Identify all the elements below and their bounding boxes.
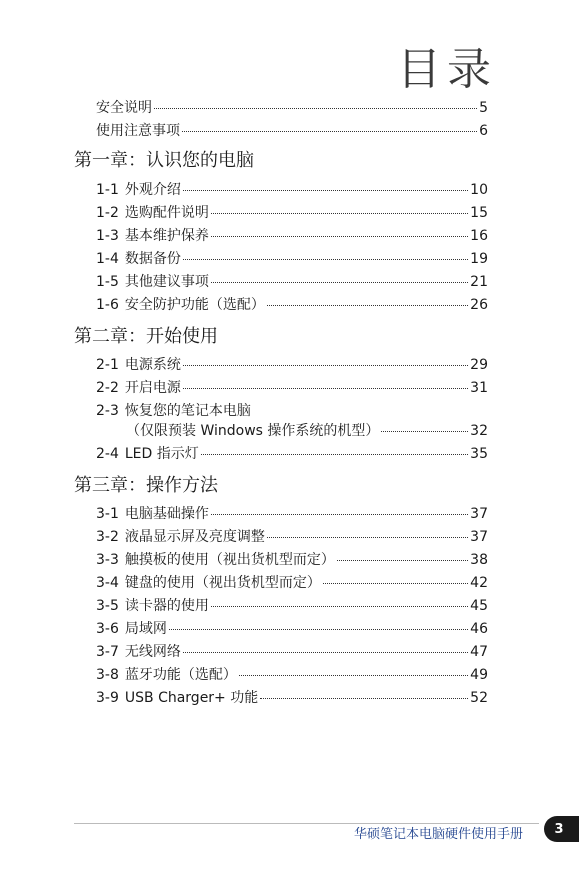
toc-entry-3-6[interactable] [96, 619, 488, 639]
leader-dots [154, 107, 477, 109]
toc-entry-1-4[interactable] [96, 249, 488, 269]
toc-entry-1-3[interactable] [96, 226, 488, 246]
page-title: 目录 [397, 44, 497, 95]
leader-dots [183, 189, 468, 191]
toc-entry-2-1[interactable] [96, 355, 488, 375]
toc-entry-label: 电脑基础操作 [124, 506, 209, 522]
toc-entry-1-5[interactable] [96, 272, 488, 292]
leader-dots [183, 258, 468, 260]
toc-entry-number: 2-3 [96, 403, 119, 419]
toc-entry-page: 35 [470, 446, 488, 462]
toc-entry-label: USB Charger+ 功能 [124, 690, 259, 706]
page-number-badge: 3 [544, 816, 579, 842]
toc-entry-page: 45 [470, 598, 488, 614]
leader-dots [211, 281, 468, 283]
leader-dots [267, 536, 468, 538]
footer-divider [74, 823, 539, 824]
toc-entry-number: 1-3 [96, 228, 119, 244]
toc-entry-3-5[interactable] [96, 596, 488, 616]
toc-entry-page: 31 [470, 380, 488, 396]
leader-dots [211, 605, 468, 607]
leader-dots [381, 430, 468, 432]
toc-entry-3-4[interactable] [96, 573, 488, 593]
toc-entry-label: 数据备份 [124, 251, 181, 267]
toc-entry-number: 2-4 [96, 446, 119, 462]
toc-entry-label: 读卡器的使用 [124, 598, 209, 614]
toc-entry-label-continuation: （仅限预装 Windows 操作系统的机型） [126, 423, 380, 439]
toc-entry-label: 外观介绍 [124, 182, 181, 198]
toc-entry-number: 2-2 [96, 380, 119, 396]
toc-entry-page: 37 [470, 506, 488, 522]
toc-entry-number: 1-6 [96, 297, 119, 313]
toc-entry-precautions[interactable] [96, 121, 488, 141]
toc-entry-label: 开启电源 [124, 380, 181, 396]
toc-entry-number: 3-2 [96, 529, 119, 545]
toc-entry-3-9[interactable] [96, 688, 488, 708]
toc-entry-3-3[interactable] [96, 550, 488, 570]
toc-entry-3-7[interactable] [96, 642, 488, 662]
toc-entry-page: 49 [470, 667, 488, 683]
toc-entry-page: 26 [470, 297, 488, 313]
leader-dots [169, 628, 468, 630]
toc-entry-number: 3-9 [96, 690, 119, 706]
toc-entry-number: 3-7 [96, 644, 119, 660]
toc-entry-page: 10 [470, 182, 488, 198]
toc-entry-label: 恢复您的笔记本电脑 [124, 403, 251, 419]
toc-entry-page: 16 [470, 228, 488, 244]
toc-entry-2-3-first-line[interactable] [96, 401, 251, 421]
toc-entry-label: 液晶显示屏及亮度调整 [124, 529, 265, 545]
toc-entry-label: 无线网络 [124, 644, 181, 660]
toc-entry-2-2[interactable] [96, 378, 488, 398]
toc-entry-number: 3-8 [96, 667, 119, 683]
leader-dots [182, 130, 477, 132]
toc-entry-number: 1-2 [96, 205, 119, 221]
leader-dots [211, 235, 468, 237]
toc-entry-label: 触摸板的使用（视出货机型而定） [124, 552, 335, 568]
toc-entry-label: 选购配件说明 [124, 205, 209, 221]
toc-entry-page: 32 [470, 423, 488, 439]
leader-dots [267, 304, 468, 306]
toc-entry-1-1[interactable] [96, 180, 488, 200]
toc-entry-1-6[interactable] [96, 295, 488, 315]
footer-manual-title: 华硕笔记本电脑硬件使用手册 [353, 827, 523, 842]
toc-entry-label: 电源系统 [124, 357, 181, 373]
toc-entry-page: 29 [470, 357, 488, 373]
toc-entry-label: 使用注意事项 [96, 123, 180, 139]
toc-entry-number: 2-1 [96, 357, 119, 373]
toc-entry-number: 3-3 [96, 552, 119, 568]
toc-entry-label: 局域网 [124, 621, 167, 637]
toc-entry-label: 键盘的使用（视出货机型而定） [124, 575, 321, 591]
toc-entry-number: 3-4 [96, 575, 119, 591]
toc-entry-page: 37 [470, 529, 488, 545]
toc-entry-number: 3-1 [96, 506, 119, 522]
toc-entry-page: 19 [470, 251, 488, 267]
leader-dots [211, 212, 468, 214]
toc-entry-number: 1-4 [96, 251, 119, 267]
toc-entry-number: 3-6 [96, 621, 119, 637]
toc-entry-3-1[interactable] [96, 504, 488, 524]
leader-dots [337, 559, 468, 561]
toc-entry-number: 1-1 [96, 182, 119, 198]
toc-entry-1-2[interactable] [96, 203, 488, 223]
toc-entry-page: 47 [470, 644, 488, 660]
toc-entry-page: 42 [470, 575, 488, 591]
leader-dots [260, 697, 468, 699]
toc-entry-number: 3-5 [96, 598, 119, 614]
toc-entry-number: 1-5 [96, 274, 119, 290]
chapter-heading-2[interactable]: 第二章：开始使用 [74, 326, 218, 347]
toc-entry-2-3[interactable] [126, 421, 488, 441]
toc-entry-page: 5 [479, 100, 488, 116]
toc-entry-page: 46 [470, 621, 488, 637]
leader-dots [183, 651, 468, 653]
toc-entry-page: 15 [470, 205, 488, 221]
toc-entry-page: 6 [479, 123, 488, 139]
toc-entry-3-2[interactable] [96, 527, 488, 547]
toc-entry-2-4[interactable] [96, 444, 488, 464]
toc-entry-page: 21 [470, 274, 488, 290]
leader-dots [201, 453, 468, 455]
toc-entry-label: 其他建议事项 [124, 274, 209, 290]
leader-dots [239, 674, 468, 676]
toc-entry-page: 38 [470, 552, 488, 568]
leader-dots [323, 582, 468, 584]
toc-entry-page: 52 [470, 690, 488, 706]
chapter-heading-3[interactable]: 第三章：操作方法 [74, 475, 218, 496]
toc-entry-label: 蓝牙功能（选配） [124, 667, 237, 683]
toc-entry-safety[interactable] [96, 98, 488, 118]
toc-entry-label: 基本维护保养 [124, 228, 209, 244]
leader-dots [183, 387, 468, 389]
toc-entry-3-8[interactable] [96, 665, 488, 685]
toc-entry-label: 安全防护功能（选配） [124, 297, 265, 313]
leader-dots [211, 513, 468, 515]
chapter-heading-1[interactable]: 第一章：认识您的电脑 [74, 150, 254, 171]
toc-entry-label: 安全说明 [96, 100, 152, 116]
toc-entry-label: LED 指示灯 [124, 446, 199, 462]
leader-dots [183, 364, 468, 366]
